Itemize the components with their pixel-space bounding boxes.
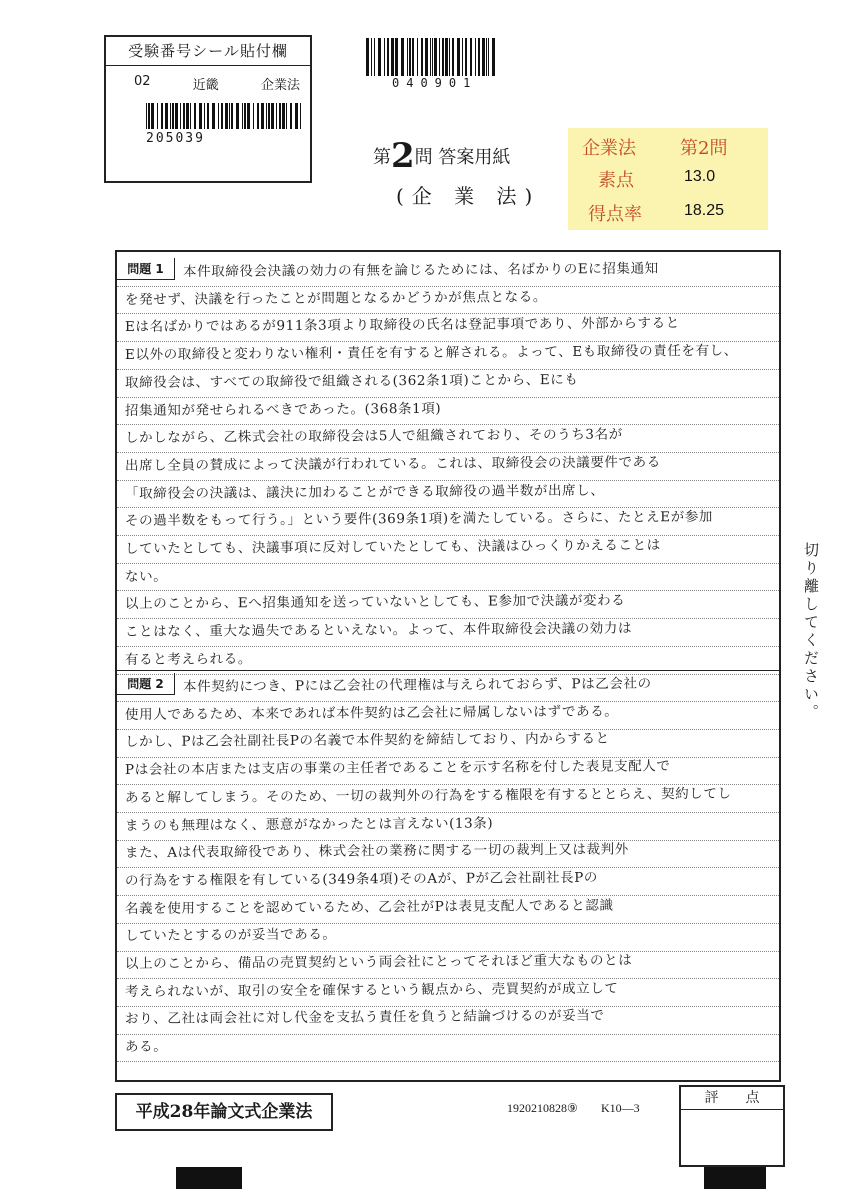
answer-line: していたとするのが妥当である。 xyxy=(124,926,337,945)
barcode-bar xyxy=(462,38,463,76)
score-box xyxy=(679,1085,785,1167)
note-subject: 企業法 xyxy=(582,138,636,159)
answer-line: 「取締役会の決議は、議決に加わることができる取締役の過半数が出席し、 xyxy=(124,482,605,502)
answer-line: 以上のことから、備品の売買契約という両会社にとってそれほど重大なものとは xyxy=(124,952,633,972)
seal-subject: 企業法 xyxy=(260,78,300,93)
barcode-bar xyxy=(244,103,246,129)
answer-line: しかしながら、乙株式会社の取締役会は5人で組織されており、そのうち3名が xyxy=(124,426,623,447)
answer-line: していたとしても、決議事項に反対していたとしても、決議はひっくりかえることは xyxy=(124,537,661,557)
barcode-bar xyxy=(190,103,191,129)
answer-line: あると解してしまう。そのため、一切の裁判外の行為をする権限を有するととらえ、契約してし xyxy=(124,785,732,806)
question-1-label: 問題 1 xyxy=(117,258,175,280)
black-tab-right xyxy=(704,1167,766,1189)
title-suffix: 問 答案用紙 xyxy=(414,147,511,168)
answer-line: 考えられないが、取引の安全を確保するという観点から、売買契約が成立して xyxy=(124,980,619,1000)
answer-line: 名義を使用することを認めているため、乙会社がPは表見支配人であると認識 xyxy=(124,897,614,917)
barcode-bar xyxy=(229,103,230,129)
form-code: 1920210828⑨ xyxy=(507,1101,578,1115)
sheet-subject: (企 業 法) xyxy=(396,184,541,208)
barcode-bar xyxy=(151,103,154,129)
barcode-bar xyxy=(266,103,267,129)
barcode-bar xyxy=(204,103,205,129)
note-score-label: 素点 xyxy=(598,170,634,191)
answer-line: E以外の取締役と変わりない権利・責任を有すると解される。よって、Eも取締役の責任を有し、 xyxy=(124,342,738,364)
seal-barcode-number: 205039 xyxy=(146,131,205,146)
barcode-bar xyxy=(378,38,381,76)
question-2-label: 問題 2 xyxy=(117,673,175,695)
note-question: 第2問 xyxy=(680,138,728,159)
barcode-bar xyxy=(175,103,178,129)
barcode-bar xyxy=(300,103,301,129)
answer-line: 使用人であるため、本来であれば本件契約は乙会社に帰属しないはずである。 xyxy=(124,703,619,723)
answer-line: 招集通知が発せられるべきであった。(368条1項) xyxy=(124,400,442,419)
answer-line: 取締役会は、すべての取締役で組織される(362条1項)ことから、Eにも xyxy=(124,371,579,391)
seal-barcode xyxy=(146,103,304,129)
score-box-header xyxy=(681,1087,783,1110)
barcode-bar xyxy=(421,38,423,76)
barcode-bar xyxy=(412,38,415,76)
barcode-bar xyxy=(366,38,369,76)
barcode-bar xyxy=(194,103,196,129)
note-rate-value: 18.25 xyxy=(684,202,725,219)
answer-line: まうのも無理はなく、悪意がなかったとは言えない(13条) xyxy=(124,814,494,834)
answer-line: を発せず、決議を行ったことが問題となるかどうかが焦点となる。 xyxy=(124,288,547,308)
note-rate-label: 得点率 xyxy=(588,204,642,225)
title-number: 2 xyxy=(391,136,415,176)
top-barcode xyxy=(366,38,498,76)
barcode-bar xyxy=(242,103,243,129)
seal-code: 02 xyxy=(134,74,151,89)
barcode-bar xyxy=(221,103,223,129)
answer-line: 本件取締役会決議の効力の有無を論じるためには、名ばかりのEに招集通知 xyxy=(182,260,659,280)
barcode-bar xyxy=(482,38,485,76)
exam-title: 平成28年論文式企業法 xyxy=(115,1093,333,1131)
barcode-bar xyxy=(218,103,219,129)
barcode-bar xyxy=(261,103,264,129)
barcode-bar xyxy=(425,38,428,76)
barcode-bar xyxy=(279,103,281,129)
barcode-bar xyxy=(432,38,434,76)
barcode-bar xyxy=(478,38,480,76)
barcode-bar xyxy=(276,103,277,129)
barcode-bar xyxy=(161,103,163,129)
barcode-bar xyxy=(371,38,372,76)
barcode-bar xyxy=(268,103,270,129)
barcode-bar xyxy=(374,38,376,76)
answer-line: ことはなく、重大な過失であるといえない。よって、本件取締役会決議の効力は xyxy=(124,620,633,641)
form-number: K10—3 xyxy=(601,1101,640,1115)
barcode-bar xyxy=(257,103,259,129)
barcode-bar xyxy=(286,103,287,129)
barcode-bar xyxy=(407,38,408,76)
score-head-right: 点 xyxy=(745,1090,760,1106)
barcode-bar xyxy=(236,103,239,129)
cut-instruction: 切り離してください。 xyxy=(802,542,820,722)
answer-line: また、Aは代表取締役であり、株式会社の業務に関する一切の裁判上又は裁判外 xyxy=(124,841,629,862)
barcode-bar xyxy=(401,38,404,76)
barcode-bar xyxy=(488,38,490,76)
seal-box-title: 受験番号シール貼付欄 xyxy=(106,37,310,66)
seal-region: 近畿 xyxy=(192,78,219,93)
barcode-bar xyxy=(492,38,495,76)
note-score-value: 13.0 xyxy=(684,168,716,185)
answer-line: の行為をする権限を有している(349条4項)そのAが、Pが乙会社副社長Pの xyxy=(124,869,599,889)
barcode-bar xyxy=(486,38,487,76)
barcode-bar xyxy=(475,38,476,76)
seal-info xyxy=(106,66,310,93)
black-tab-left xyxy=(176,1167,242,1189)
barcode-bar xyxy=(445,38,448,76)
answer-line: 本件契約につき、Pには乙会社の代理権は与えられておらず、Pは乙会社の xyxy=(182,675,652,695)
barcode-bar xyxy=(290,103,292,129)
barcode-bar xyxy=(295,103,298,129)
sheet-title xyxy=(373,136,510,176)
barcode-bar xyxy=(387,38,389,76)
answer-line: Eは名ばかりではあるが911条3項より取締役の氏名は登記事項であり、外部からすると xyxy=(124,315,680,336)
barcode-bar xyxy=(247,103,250,129)
barcode-bar xyxy=(157,103,158,129)
answer-line: 有ると考えられる。 xyxy=(124,650,252,668)
barcode-bar xyxy=(449,38,450,76)
top-barcode-number: 040901 xyxy=(392,76,478,90)
barcode-bar xyxy=(183,103,185,129)
answer-line: ない。 xyxy=(124,568,168,585)
barcode-bar xyxy=(231,103,233,129)
answer-line: 以上のことから、Eへ招集通知を送っていないとしても、E参加で決議が変わる xyxy=(124,592,626,613)
barcode-bar xyxy=(253,103,254,129)
answer-line: その過半数をもって行う。」という要件(369条1項)を満たしている。さらに、たとえEが参加 xyxy=(124,509,714,530)
barcode-bar xyxy=(417,38,418,76)
barcode-bar xyxy=(395,38,396,76)
barcode-bar xyxy=(180,103,181,129)
barcode-bar xyxy=(434,38,437,76)
answer-line: ある。 xyxy=(124,1038,168,1056)
barcode-bar xyxy=(442,38,444,76)
barcode-bar xyxy=(146,103,147,129)
barcode-bar xyxy=(457,38,460,76)
barcode-bar xyxy=(225,103,228,129)
barcode-bar xyxy=(430,38,431,76)
ruled-line xyxy=(117,1061,779,1062)
barcode-bar xyxy=(282,103,285,129)
barcode-bar xyxy=(170,103,171,129)
barcode-bar xyxy=(391,38,394,76)
title-prefix: 第 xyxy=(373,147,391,168)
barcode-bar xyxy=(271,103,274,129)
answer-line: Pは会社の本店または支店の事業の主任者であることを示す名称を付した表見支配人で xyxy=(124,758,671,779)
barcode-bar xyxy=(148,103,150,129)
answer-line: しかし、Pは乙会社副社長Pの名義で本件契約を締結しており、内からすると xyxy=(124,731,610,751)
answer-line: おり、乙社は両会社に対し代金を支払う責任を負うと結論づけるのが妥当で xyxy=(124,1008,605,1028)
answer-line: 出席し全員の賛成によって決議が行われている。これは、取締役会の決議要件である xyxy=(124,454,661,474)
barcode-bar xyxy=(470,38,473,76)
barcode-bar xyxy=(199,103,202,129)
barcode-bar xyxy=(172,103,174,129)
barcode-bar xyxy=(452,38,454,76)
barcode-bar xyxy=(439,38,440,76)
barcode-bar xyxy=(212,103,215,129)
barcode-bar xyxy=(409,38,411,76)
answer-area xyxy=(115,250,781,1082)
barcode-bar xyxy=(165,103,168,129)
sticky-note xyxy=(568,128,768,230)
barcode-bar xyxy=(207,103,209,129)
barcode-bar xyxy=(384,38,385,76)
score-head-left: 評 xyxy=(704,1090,719,1106)
barcode-bar xyxy=(396,38,398,76)
barcode-bar xyxy=(465,38,467,76)
seal-box xyxy=(104,35,312,183)
barcode-bar xyxy=(186,103,189,129)
